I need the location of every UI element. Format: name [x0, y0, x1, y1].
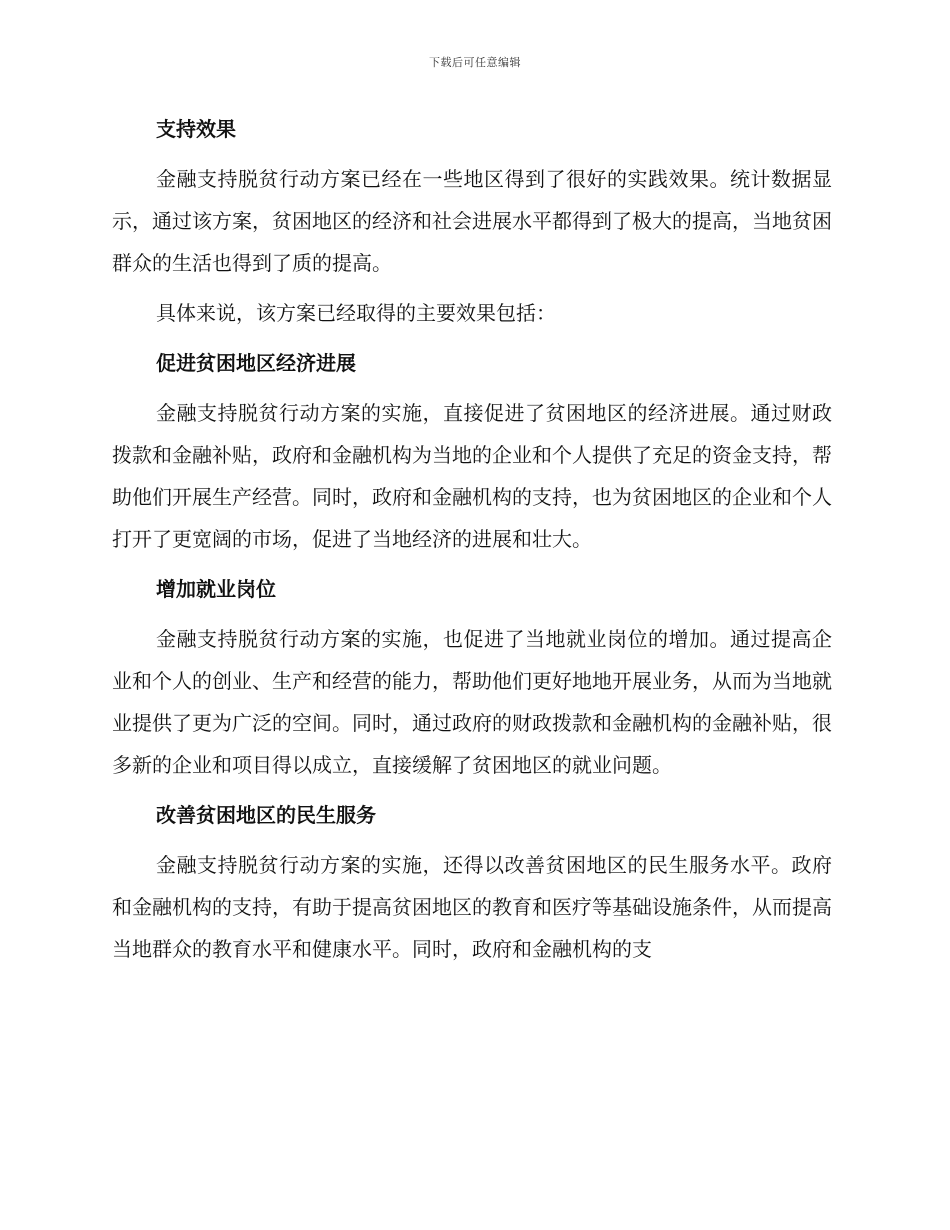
paragraph-jobs: 金融支持脱贫行动方案的实施，也促进了当地就业岗位的增加。通过提高企业和个人的创业、生产和经营的能力，帮助他们更好地地开展业务，从而为当地就业提供了更为广泛的空间。同时，通过政府的财政拨款和金融机构的金融补贴，很多新的企业和项目得以成立，直接缓解了贫困地区的就业问题。 — [112, 627, 832, 777]
heading-support-effect: 支持效果 — [156, 117, 236, 141]
header-note: 下载后可任意编辑 — [429, 56, 521, 69]
paragraph-effect-list-intro: 具体来说，该方案已经取得的主要效果包括： — [156, 301, 556, 325]
paragraph-effect-intro: 金融支持脱贫行动方案已经在一些地区得到了很好的实践效果。统计数据显示，通过该方案，贫困地区的经济和社会进展水平都得到了极大的提高，当地贫困群众的生活也得到了质的提高。 — [112, 167, 832, 275]
paragraph-livelihood: 金融支持脱贫行动方案的实施，还得以改善贫困地区的民生服务水平。政府和金融机构的支持，有助于提高贫困地区的教育和医疗等基础设施条件，从而提高当地群众的教育水平和健康水平。同时，政府和金融机构的支 — [112, 853, 832, 961]
heading-livelihood: 改善贫困地区的民生服务 — [156, 803, 376, 827]
document-body — [112, 108, 832, 978]
heading-economy: 促进贫困地区经济进展 — [156, 351, 356, 375]
paragraph-economy: 金融支持脱贫行动方案的实施，直接促进了贫困地区的经济进展。通过财政拨款和金融补贴，政府和金融机构为当地的企业和个人提供了充足的资金支持，帮助他们开展生产经营。同时，政府和金融机构的支持，也为贫困地区的企业和个人打开了更宽阔的市场，促进了当地经济的进展和壮大。 — [112, 401, 832, 551]
heading-jobs: 增加就业岗位 — [156, 577, 276, 601]
